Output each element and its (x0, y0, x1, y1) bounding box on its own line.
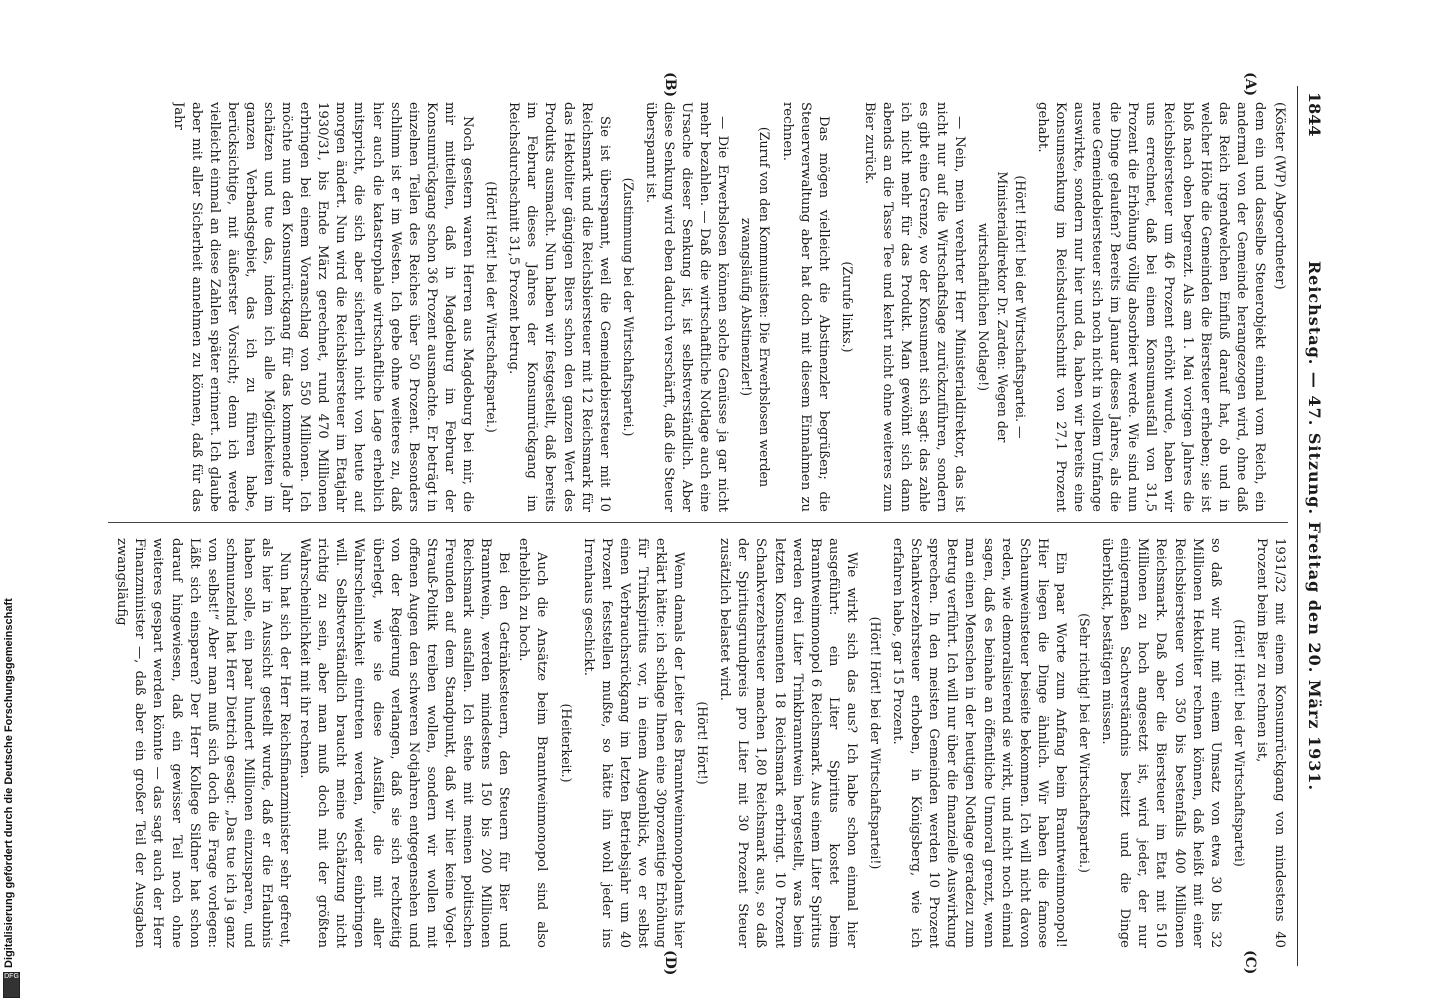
body-paragraph: — Nein, mein verehrter Herr Ministerialdirektor, das ist nicht nur auf die Wirtschaftslage zurückzuführen, sondern es gibt eine Grenze, wo der Konsument sich sagt: das zahle ich nicht mehr für das Produkt. Man gewöhnt sich dann abends an die Tasse Tee und kehrt nicht ohne weiteres zum Bier zurück. (861, 102, 968, 512)
dfg-logo: DFG (3, 972, 20, 998)
interjection: (Zustimmung bei der Wirtschaftspartei.) (620, 177, 636, 437)
body-paragraph: Noch gestern waren Herren aus Magdeburg bei mir, die mir mitteilten, daß in Magdeburg im Februar der Konsumrückgang schon 36 Prozent ausmachte. Er beträgt in einzelnen Teilen des Reiches über 50 Prozent. Besonders schlimm ist er im Westen. Ich gebe ohne weiteres zu, daß hier auch die katastrophale wirtschaftliche Lage erheblich mitspricht, die sich aber sicherlich nicht von heute auf morgen ändert. Nun wird die Reichsbiersteuer im Etatjahr 1930/31, bis Ende März gerechnet, rund 470 Millionen erbringen bei einem Voranschlag von 550 Millionen. Ich möchte nun den Konsumrückgang für das kommende Jahr schätzen und tue das, indem ich alle Möglichkeiten im ganzen Verbandsgebiet, das ich zu führen habe, berücksichtige, mit äußerster Vorsicht; denn ich werde vielleicht einmal an diese Zahlen später erinnert. Ich glaube aber mit aller Sicherheit annehmen zu können, daß für das Jahr (170, 102, 476, 512)
body-paragraph: dem ein und dasselbe Steuerobjekt einmal vom Reich, ein andermal von der Gemeinde herangezogen wird, ohne daß das Reich irgendwelchen Einfluß darauf hat, ob und in welcher Höhe die Gemeinden die Biersteuer erheben; sie ist bloß nach oben begrenzt. Als am 1. Mai vorigen Jahres die Reichsbiersteuer um 46 Prozent erhöht wurde, haben wir uns errechnet, daß bei einem Konsumausfall von 31,5 Prozent die Erhöhung völlig absorbiert werde. Wie sind nun die Dinge gelaufen? Bereits im Januar dieses Jahres, als die neue Gemeindebiersteuer sich noch nicht in vollem Umfange auswirkte, sondern nur hier und da, haben wir bereits eine Konsumsenkung im Reichsdurchschnitt von 27,1 Prozent gehabt. (1034, 102, 1267, 512)
column-divider (108, 522, 1288, 523)
body-paragraph: Bei den Getränkesteuern, den Steuern für Bier und Branntwein, werden mindestens 150 bis 200 Millionen Reichsmark ausfallen. Ich stehe mit meinen politischen Freunden auf dem Standpunkt, daß wir hier keine Vogel-Strauß-Politik treiben wollen, sondern wir wollen mit offenen Augen den schweren Notjahren entgegensehen und von der Regierung verlangen, daß sie sich rechtzeitig überlegt, wie sie diese Ausfälle, die mit aller Wahrscheinlichkeit eintreten werden, wieder einbringen will. Selbstverständlich braucht meine Schätzung nicht richtig zu sein, aber man muß doch mit der größten Wahrscheinlichkeit mit ihr rechnen. (297, 538, 512, 948)
page-header (1294, 86, 1328, 966)
left-column (108, 102, 1288, 512)
interjection: (Hört! Hört! bei der Wirtschaftspartei.) (484, 181, 500, 433)
interjection: (Hört! Hört! bei der Wirtschaftspartei!) (868, 616, 884, 870)
body-paragraph: 1931/32 mit einem Konsumrückgang von mindestens 40 Prozent beim Bier zu rechnen ist, (1253, 538, 1287, 948)
interjection: (Zuruf von den Kommunisten: Die Erwerbslosen werden zwangsläufig Abstinenzler!) (739, 126, 773, 488)
body-paragraph: Ein paar Worte zum Anfang beim Branntweinmonopol! Hier liegen die Dinge ähnlich. Wir haben die famose Schaumweinsteuer beiseite bekommen. Ich will nicht davon reden, wie demoralisierend sie wirkt, und nicht noch einmal sagen, daß es beinahe an öffentliche Unmoral grenzt, wenn man einen Menschen in der heutigen Notlage geradezu zum Betrug verführt. Ich will nur über die finanzielle Auswirkung sprechen. In den meisten Gemeinden werden 10 Prozent Schankverzehrsteuer erhoben, in Königsberg, wie ich erfahren habe, gar 15 Prozent. (890, 538, 1068, 948)
margin-mark-c: (C) (1242, 950, 1258, 975)
margin-mark-a: (A) (1242, 72, 1258, 97)
header-rule (1297, 86, 1298, 966)
right-column (108, 538, 1288, 948)
body-paragraph: Nun hat sich der Herr Reichsfinanzminister sehr gefreut, als hier in Aussicht gestellt wurde, daß er die Erlaubnis haben solle, ein paar hundert Millionen einzusparen, und schmunzelnd hat Herr Dietrich gesagt: „Das tue ich ja ganz von selbst!“ Aber man muß sich doch die Frage vorlegen: Läßt sich einsparen? Der Herr Kollege Sildner hat schon darauf hingewiesen, daß ein gewisser Teil noch ohne weiteres gespart werden könnte — das sagt auch der Herr Finanzminister —, daß aber ein großer Teil der Ausgaben zwangsläufig (114, 538, 293, 948)
body-paragraph: Sie ist überspannt, weil die Gemeindebiersteuer mit 10 Reichsmark und die Reichsbiersteuer mit 12 Reichsmark für das Hektoliter gängigen Biers schon den ganzen Wert des Produkts ausmacht. Nun haben wir festgestellt, daß bereits im Februar dieses Jahres der Konsumrückgang im Reichsdurchschnitt 31,5 Prozent betrug. (506, 102, 612, 512)
body-paragraph: Auch die Ansätze beim Branntweinmonopol sind also erheblich zu hoch. (516, 538, 550, 948)
digitization-footer (2, 0, 20, 1000)
speaker-line: (Köster (WP) Abgeordneter) (1272, 102, 1287, 290)
interjection: (Heiterkeit.) (558, 703, 574, 783)
body-paragraph: Wie wirkt sich das aus? Ich habe schon einmal hier ausgeführt: ein Liter Spiritus kostet beim Branntweinmonopol 6 Reichsmark. Aus einem Liter Spiritus werden drei Liter Trinkbranntwein hergestellt, was beim letzten Konsumenten 18 Reichsmark erbringt. 10 Prozent Schankverzehrsteuer machen 1,80 Reichsmark aus, so daß der Spiritusgrundpreis pro Liter mit 30 Prozent Steuer zusätzlich belastet wird. (717, 538, 859, 948)
page-number: 1844 (1305, 92, 1324, 137)
margin-mark-b: (B) (662, 72, 678, 98)
body-paragraph: so daß wir nur mit einem Umsatz von etwa 30 bis 32 Millionen Hektoliter rechnen können, daß heißt mit einer Reichsbiersteuer von 350 bis bestenfalls 400 Millionen Reichsmark. Daß aber die Biersteuer im Etat mit 510 Millionen zu hoch angesetzt ist, wird jeder, der nur einigermaßen Sachverständnis besitzt und die Dinge überblickt, bestätigen müssen. (1099, 538, 1223, 948)
running-title: Reichstag. — 47. Sitzung. Freitag den 20. März 1931. (1305, 260, 1324, 792)
interjection: (Sehr richtig! bei der Wirtschaftspartei.) (1077, 613, 1093, 873)
interjection: (Hört! Hört! bei der Wirtschaftspartei. — Ministerialdirektor Dr. Zarden: Wegen der wirtschaftlichen Notlage!) (976, 171, 1028, 443)
body-paragraph: Wenn damals der Leiter des Branntweinmonopolamts hier erklärt hätte: ich schlage Ihnen eine 30prozentige Erhöhung für Trinkspiritus vor, in einem Augenblick, wo er selbst einen Verbrauchsrückgang im letzten Betriebsjahr um 40 Prozent feststellen mußte, so hätte ihn wohl jeder ins Irrenhaus geschickt. (580, 538, 687, 948)
body-paragraph: — Die Erwerbslosen können solche Genüsse ja gar nicht mehr bezahlen. — Daß die wirtschaftliche Notlage auch eine Ursache dieser Senkung ist, ist selbstverständlich. Aber diese Senkung wird eben dadurch verschärft, daß die Steuer überspannt ist. (642, 102, 731, 512)
interjection: (Hört! Hört!) (695, 701, 711, 785)
margin-mark-d: (D) (662, 950, 678, 976)
rotated-document-page (98, 72, 1328, 976)
body-paragraph: Das mögen vielleicht die Abstinenzler begrüßen; die Steuerverwaltung aber hat doch mit diesem Einnahmen zu rechnen. (779, 102, 831, 512)
funding-credit: Digitalisierung gefördert durch die Deutsche Forschungsgemeinschaft (3, 598, 15, 968)
interjection: (Hört! Hört! bei der Wirtschaftspartei) (1231, 619, 1247, 867)
interjection: (Zurufe links.) (839, 261, 855, 353)
